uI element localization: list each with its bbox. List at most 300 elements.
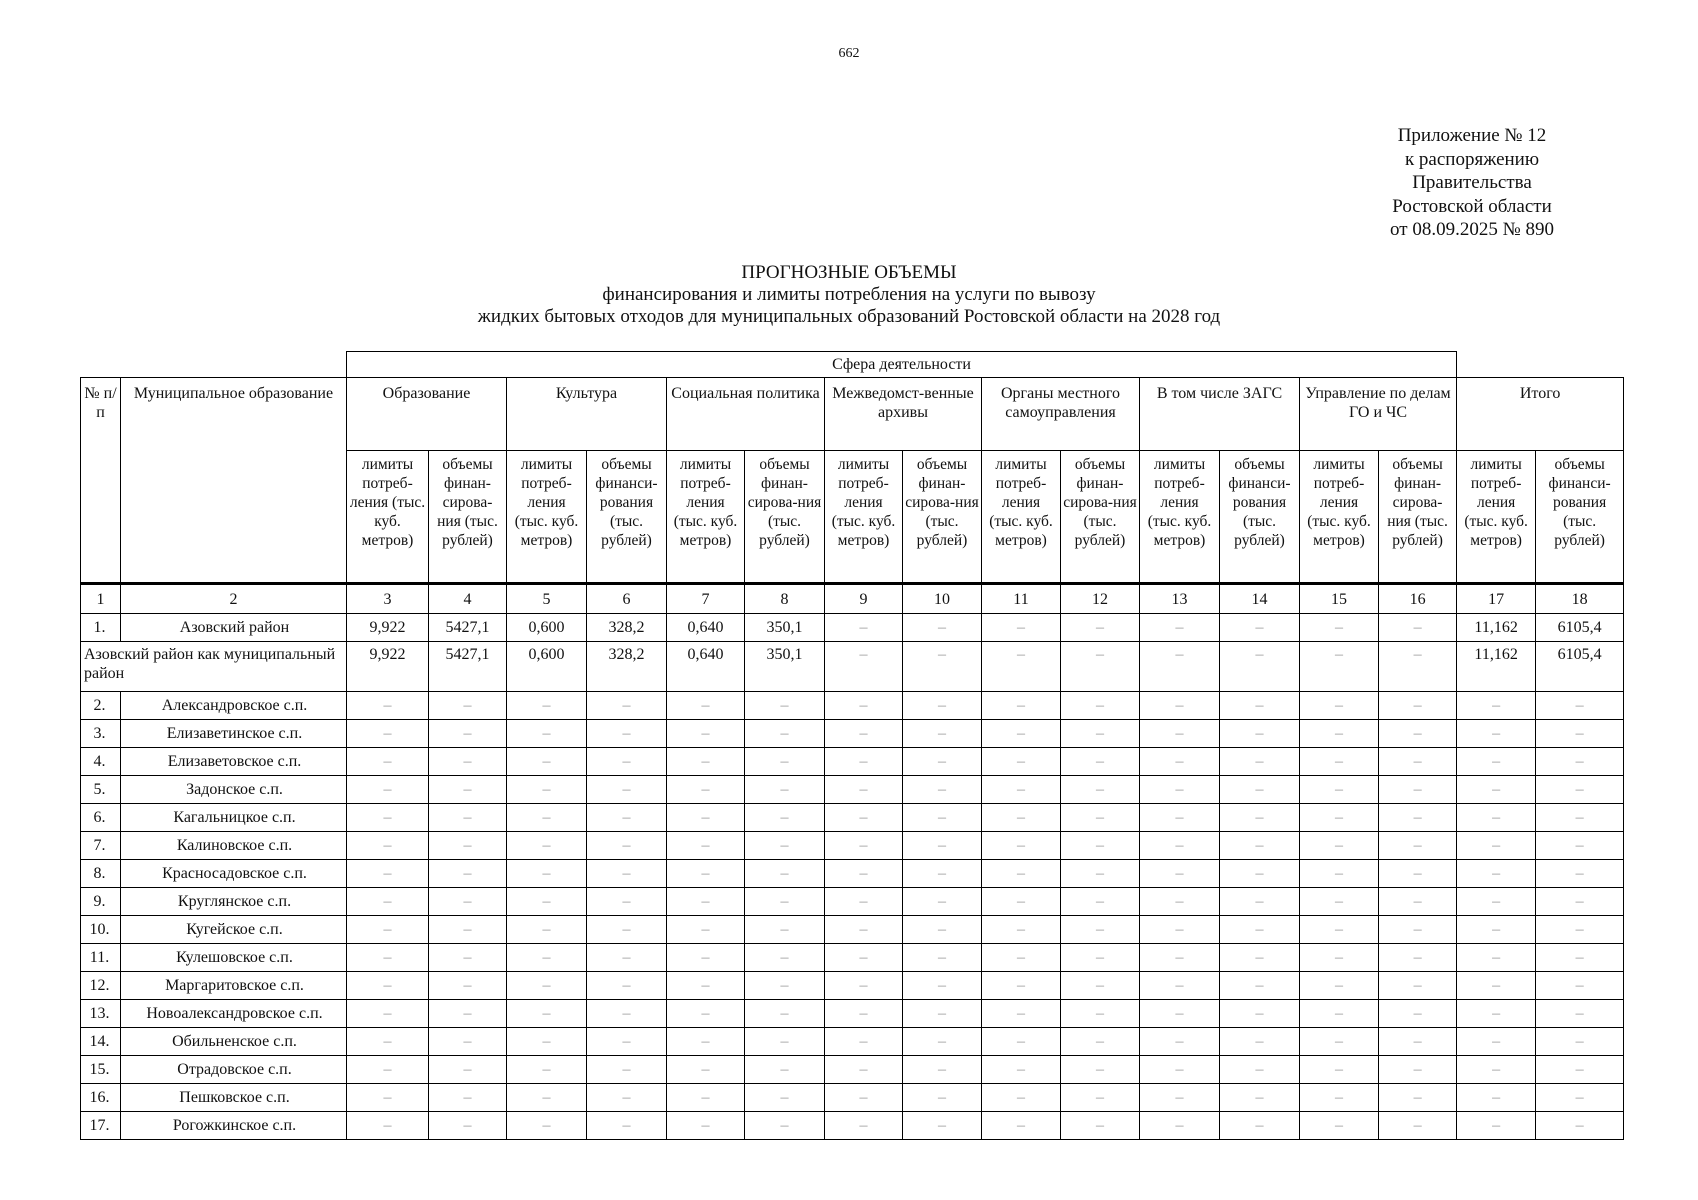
row-number: 11. (81, 944, 121, 972)
value-cell: – (903, 944, 982, 972)
category-header: Социальная политика (667, 378, 825, 451)
row-name: Азовский район как муниципальный район (81, 642, 347, 692)
row-name: Отрадовское с.п. (121, 1056, 347, 1084)
table-row (81, 1112, 1624, 1140)
value-cell: – (982, 832, 1061, 860)
category-header: Органы местного самоуправления (982, 378, 1140, 451)
row-name: Пешковское с.п. (121, 1084, 347, 1112)
value-cell: – (429, 776, 507, 804)
value-cell: – (429, 1000, 507, 1028)
sub-header: объемы финан-сирова-ния (тыс. рублей) (745, 451, 825, 584)
value-cell: – (587, 748, 667, 776)
value-cell: – (1061, 888, 1140, 916)
value-cell: – (1140, 916, 1220, 944)
value-cell: – (1379, 944, 1457, 972)
value-cell: – (587, 916, 667, 944)
row-name: Елизаветовское с.п. (121, 748, 347, 776)
value-cell: – (1140, 1084, 1220, 1112)
value-cell: – (903, 832, 982, 860)
value-cell: – (1457, 916, 1536, 944)
value-cell: – (903, 1084, 982, 1112)
column-number: 15 (1300, 584, 1379, 614)
column-number: 4 (429, 584, 507, 614)
table-row (81, 944, 1624, 972)
value-cell: – (745, 776, 825, 804)
value-cell: – (507, 972, 587, 1000)
value-cell: – (1300, 1112, 1379, 1140)
value-cell: – (587, 888, 667, 916)
value-cell: – (587, 1112, 667, 1140)
value-cell: – (1379, 776, 1457, 804)
value-cell: – (1457, 1084, 1536, 1112)
value-cell: – (1536, 776, 1624, 804)
row-number: 2. (81, 692, 121, 720)
sfera-header: Сфера деятельности (347, 352, 1457, 378)
value-cell: – (587, 972, 667, 1000)
value-cell: – (347, 916, 429, 944)
value-cell: – (1457, 972, 1536, 1000)
value-cell: – (903, 614, 982, 642)
row-name: Красносадовское с.п. (121, 860, 347, 888)
value-cell: – (1300, 776, 1379, 804)
value-cell: – (745, 832, 825, 860)
value-cell: – (667, 916, 745, 944)
value-cell: – (1140, 972, 1220, 1000)
value-cell: – (745, 748, 825, 776)
value-cell: – (903, 1112, 982, 1140)
column-number: 11 (982, 584, 1061, 614)
value-cell: 9,922 (347, 642, 429, 692)
value-cell: – (507, 860, 587, 888)
value-cell: – (1220, 614, 1300, 642)
value-cell: – (1457, 1028, 1536, 1056)
value-cell: – (429, 748, 507, 776)
value-cell: – (1379, 748, 1457, 776)
row-number: 7. (81, 832, 121, 860)
table-row (81, 860, 1624, 888)
value-cell: – (745, 720, 825, 748)
value-cell: – (1300, 832, 1379, 860)
value-cell: – (825, 748, 903, 776)
value-cell: – (1536, 804, 1624, 832)
value-cell: – (1061, 1028, 1140, 1056)
row-number: 14. (81, 1028, 121, 1056)
column-number: 13 (1140, 584, 1220, 614)
value-cell: – (1536, 944, 1624, 972)
value-cell: – (982, 888, 1061, 916)
value-cell: – (1536, 1056, 1624, 1084)
value-cell: – (587, 692, 667, 720)
value-cell: – (825, 860, 903, 888)
value-cell: – (825, 1000, 903, 1028)
value-cell: – (1379, 972, 1457, 1000)
column-number: 7 (667, 584, 745, 614)
value-cell: – (745, 888, 825, 916)
value-cell: – (667, 1000, 745, 1028)
value-cell: – (667, 748, 745, 776)
value-cell: – (429, 804, 507, 832)
value-cell: – (1379, 1112, 1457, 1140)
column-number: 2 (121, 584, 347, 614)
value-cell: – (347, 776, 429, 804)
value-cell: – (825, 972, 903, 1000)
category-header: В том числе ЗАГС (1140, 378, 1300, 451)
value-cell: – (429, 832, 507, 860)
value-cell: – (667, 832, 745, 860)
value-cell: – (1457, 748, 1536, 776)
value-cell: – (587, 832, 667, 860)
row-name: Кугейское с.п. (121, 916, 347, 944)
value-cell: – (429, 888, 507, 916)
value-cell: – (1300, 1084, 1379, 1112)
value-cell: – (1536, 860, 1624, 888)
value-cell: – (1140, 1028, 1220, 1056)
category-header: Итого (1457, 378, 1624, 451)
value-cell: – (903, 776, 982, 804)
value-cell: – (1061, 1000, 1140, 1028)
row-number: 8. (81, 860, 121, 888)
value-cell: – (667, 776, 745, 804)
value-cell: – (507, 888, 587, 916)
value-cell: – (1536, 1000, 1624, 1028)
appendix-line: Правительства (1412, 172, 1532, 193)
value-cell: – (667, 1084, 745, 1112)
value-cell: – (507, 1028, 587, 1056)
value-cell: – (667, 888, 745, 916)
value-cell: – (1061, 972, 1140, 1000)
value-cell: – (429, 972, 507, 1000)
value-cell: – (745, 804, 825, 832)
value-cell: – (507, 720, 587, 748)
value-cell: – (1379, 916, 1457, 944)
value-cell: – (667, 1028, 745, 1056)
value-cell: – (1300, 748, 1379, 776)
value-cell: – (1220, 916, 1300, 944)
value-cell: – (982, 614, 1061, 642)
value-cell: – (1220, 1056, 1300, 1084)
value-cell: – (347, 720, 429, 748)
value-cell: – (347, 832, 429, 860)
value-cell: – (1536, 972, 1624, 1000)
value-cell: – (1220, 1112, 1300, 1140)
value-cell: – (745, 1028, 825, 1056)
value-cell: 0,640 (667, 642, 745, 692)
value-cell: – (1220, 888, 1300, 916)
blank-cell (81, 352, 121, 378)
col-num-header: № п/п (81, 378, 121, 584)
title-line: ПРОГНОЗНЫЕ ОБЪЕМЫ (741, 262, 957, 283)
appendix-line: Ростовской области (1392, 195, 1552, 217)
value-cell: – (429, 916, 507, 944)
value-cell: – (1140, 692, 1220, 720)
value-cell: 6105,4 (1536, 614, 1624, 642)
value-cell: – (825, 1056, 903, 1084)
value-cell: – (1220, 1084, 1300, 1112)
row-name: Кагальницкое с.п. (121, 804, 347, 832)
value-cell: – (1220, 642, 1300, 692)
value-cell: – (825, 692, 903, 720)
table-row (81, 1084, 1624, 1112)
value-cell: – (507, 748, 587, 776)
value-cell: – (903, 642, 982, 692)
value-cell: – (903, 720, 982, 748)
value-cell: – (1457, 1112, 1536, 1140)
value-cell: – (1061, 1112, 1140, 1140)
value-cell: – (429, 860, 507, 888)
value-cell: – (745, 1084, 825, 1112)
value-cell: – (429, 944, 507, 972)
value-cell: – (1061, 614, 1140, 642)
row-name: Кулешовское с.п. (121, 944, 347, 972)
value-cell: – (825, 944, 903, 972)
value-cell: – (1140, 1056, 1220, 1084)
value-cell: – (1061, 748, 1140, 776)
table-row (81, 748, 1624, 776)
sub-header: объемы финан-сирова-ния (тыс. рублей) (429, 451, 507, 584)
blank-cell (1457, 352, 1536, 378)
sub-header: лимиты потреб-ления (тыс. куб. метров) (825, 451, 903, 584)
table-row (81, 832, 1624, 860)
column-number: 8 (745, 584, 825, 614)
value-cell: – (587, 944, 667, 972)
value-cell: – (903, 972, 982, 1000)
value-cell: – (507, 1084, 587, 1112)
value-cell: – (587, 1000, 667, 1028)
category-header: Культура (507, 378, 667, 451)
value-cell: – (1300, 692, 1379, 720)
value-cell: – (1220, 748, 1300, 776)
value-cell: – (1300, 860, 1379, 888)
value-cell: – (1379, 642, 1457, 692)
value-cell: – (347, 1112, 429, 1140)
value-cell: – (1536, 1112, 1624, 1140)
value-cell: – (667, 804, 745, 832)
value-cell: – (903, 860, 982, 888)
value-cell: – (1061, 642, 1140, 692)
value-cell: – (1536, 720, 1624, 748)
value-cell: – (982, 1000, 1061, 1028)
value-cell: – (825, 1028, 903, 1056)
value-cell: – (667, 1056, 745, 1084)
value-cell: – (825, 720, 903, 748)
column-number: 5 (507, 584, 587, 614)
value-cell: – (1457, 804, 1536, 832)
row-number: 4. (81, 748, 121, 776)
value-cell: – (1300, 1056, 1379, 1084)
value-cell: – (903, 692, 982, 720)
table-row (81, 804, 1624, 832)
value-cell: – (507, 916, 587, 944)
value-cell: – (1457, 1000, 1536, 1028)
value-cell: – (1300, 944, 1379, 972)
sub-header: лимиты потреб-ления (тыс. куб. метров) (1457, 451, 1536, 584)
table-row (81, 1056, 1624, 1084)
value-cell: – (745, 944, 825, 972)
sub-header: лимиты потреб-ления (тыс. куб. метров) (982, 451, 1061, 584)
row-number: 15. (81, 1056, 121, 1084)
value-cell: – (1379, 1056, 1457, 1084)
value-cell: 5427,1 (429, 642, 507, 692)
value-cell: – (1457, 944, 1536, 972)
value-cell: – (1140, 614, 1220, 642)
appendix-block (1362, 124, 1582, 242)
value-cell: – (1061, 916, 1140, 944)
value-cell: – (1300, 888, 1379, 916)
sub-header: объемы финан-сирова-ния (тыс. рублей) (1379, 451, 1457, 584)
value-cell: – (903, 916, 982, 944)
value-cell: – (1379, 832, 1457, 860)
value-cell: 0,640 (667, 614, 745, 642)
value-cell: – (587, 776, 667, 804)
value-cell: – (587, 804, 667, 832)
value-cell: – (1061, 804, 1140, 832)
value-cell: – (825, 776, 903, 804)
value-cell: – (1220, 720, 1300, 748)
value-cell: – (1300, 614, 1379, 642)
value-cell: – (1220, 692, 1300, 720)
value-cell: – (903, 1056, 982, 1084)
value-cell: – (1536, 1084, 1624, 1112)
title-line: финансирования и лимиты потребления на услуги по вывозу (602, 284, 1096, 305)
value-cell: – (825, 1112, 903, 1140)
value-cell: – (1379, 1028, 1457, 1056)
value-cell: – (982, 916, 1061, 944)
value-cell: – (347, 860, 429, 888)
value-cell: – (1536, 916, 1624, 944)
value-cell: – (1061, 776, 1140, 804)
value-cell: – (1457, 860, 1536, 888)
value-cell: – (1457, 776, 1536, 804)
value-cell: – (982, 642, 1061, 692)
value-cell: – (903, 1000, 982, 1028)
value-cell: – (982, 804, 1061, 832)
table-row (81, 692, 1624, 720)
value-cell: – (825, 804, 903, 832)
value-cell: – (1300, 642, 1379, 692)
value-cell: – (745, 692, 825, 720)
column-number: 3 (347, 584, 429, 614)
value-cell: – (982, 692, 1061, 720)
value-cell: – (587, 1028, 667, 1056)
value-cell: – (1061, 1056, 1140, 1084)
column-number: 12 (1061, 584, 1140, 614)
row-number: 9. (81, 888, 121, 916)
value-cell: – (507, 1056, 587, 1084)
value-cell: – (667, 972, 745, 1000)
title-line: жидких бытовых отходов для муниципальных образований Ростовской области на 2028 год (477, 306, 1221, 327)
value-cell: – (587, 1084, 667, 1112)
value-cell: – (745, 916, 825, 944)
value-cell: – (1220, 1000, 1300, 1028)
blank-cell (1536, 352, 1624, 378)
value-cell: – (1379, 860, 1457, 888)
value-cell: – (1300, 1028, 1379, 1056)
value-cell: – (1536, 748, 1624, 776)
value-cell: – (903, 888, 982, 916)
column-number: 10 (903, 584, 982, 614)
value-cell: – (347, 944, 429, 972)
value-cell: – (507, 804, 587, 832)
value-cell: – (1140, 748, 1220, 776)
value-cell: 350,1 (745, 614, 825, 642)
row-name: Маргаритовское с.п. (121, 972, 347, 1000)
value-cell: – (667, 1112, 745, 1140)
value-cell: – (507, 944, 587, 972)
value-cell: – (1379, 614, 1457, 642)
table-row (81, 776, 1624, 804)
value-cell: – (745, 860, 825, 888)
value-cell: – (587, 720, 667, 748)
table-row (81, 888, 1624, 916)
value-cell: – (1457, 832, 1536, 860)
blank-cell (121, 352, 347, 378)
value-cell: – (347, 692, 429, 720)
row-number: 5. (81, 776, 121, 804)
value-cell: – (903, 748, 982, 776)
value-cell: – (347, 804, 429, 832)
value-cell: – (1379, 888, 1457, 916)
sub-header: лимиты потреб-ления (тыс. куб. метров) (507, 451, 587, 584)
value-cell: – (1220, 804, 1300, 832)
value-cell: – (1140, 776, 1220, 804)
value-cell: – (1536, 692, 1624, 720)
sub-header: объемы финанси-рования (тыс. рублей) (1220, 451, 1300, 584)
sub-header: объемы финан-сирова-ния (тыс. рублей) (1061, 451, 1140, 584)
row-name: Задонское с.п. (121, 776, 347, 804)
row-number: 3. (81, 720, 121, 748)
value-cell: – (667, 860, 745, 888)
page-number: 662 (838, 46, 860, 61)
column-number: 16 (1379, 584, 1457, 614)
sub-header: объемы финанси-рования (тыс. рублей) (1536, 451, 1624, 584)
row-number: 12. (81, 972, 121, 1000)
category-header: Межведомст-венные архивы (825, 378, 982, 451)
value-cell: – (1300, 1000, 1379, 1028)
value-cell: – (507, 832, 587, 860)
sub-header: лимиты потреб-ления (тыс. куб. метров) (1140, 451, 1220, 584)
sub-header: объемы финанси-рования (тыс. рублей) (587, 451, 667, 584)
sub-header: лимиты потреб-ления (тыс. куб. метров) (667, 451, 745, 584)
value-cell: – (507, 692, 587, 720)
value-cell: – (1457, 692, 1536, 720)
value-cell: – (1536, 1028, 1624, 1056)
value-cell: – (1220, 1028, 1300, 1056)
document-title (0, 262, 1698, 328)
row-number: 10. (81, 916, 121, 944)
value-cell: – (429, 1084, 507, 1112)
value-cell: – (667, 692, 745, 720)
value-cell: – (1300, 804, 1379, 832)
value-cell: – (825, 614, 903, 642)
value-cell: – (1061, 1084, 1140, 1112)
value-cell: – (1140, 1112, 1220, 1140)
value-cell: 11,162 (1457, 614, 1536, 642)
value-cell: – (429, 720, 507, 748)
value-cell: – (1300, 916, 1379, 944)
value-cell: 0,600 (507, 642, 587, 692)
row-name: Круглянское с.п. (121, 888, 347, 916)
value-cell: – (667, 944, 745, 972)
value-cell: – (1220, 776, 1300, 804)
table-row (81, 972, 1624, 1000)
row-number: 16. (81, 1084, 121, 1112)
value-cell: – (1457, 1056, 1536, 1084)
value-cell: – (587, 860, 667, 888)
value-cell: – (825, 642, 903, 692)
value-cell: – (1140, 832, 1220, 860)
value-cell: – (1300, 972, 1379, 1000)
value-cell: – (825, 832, 903, 860)
